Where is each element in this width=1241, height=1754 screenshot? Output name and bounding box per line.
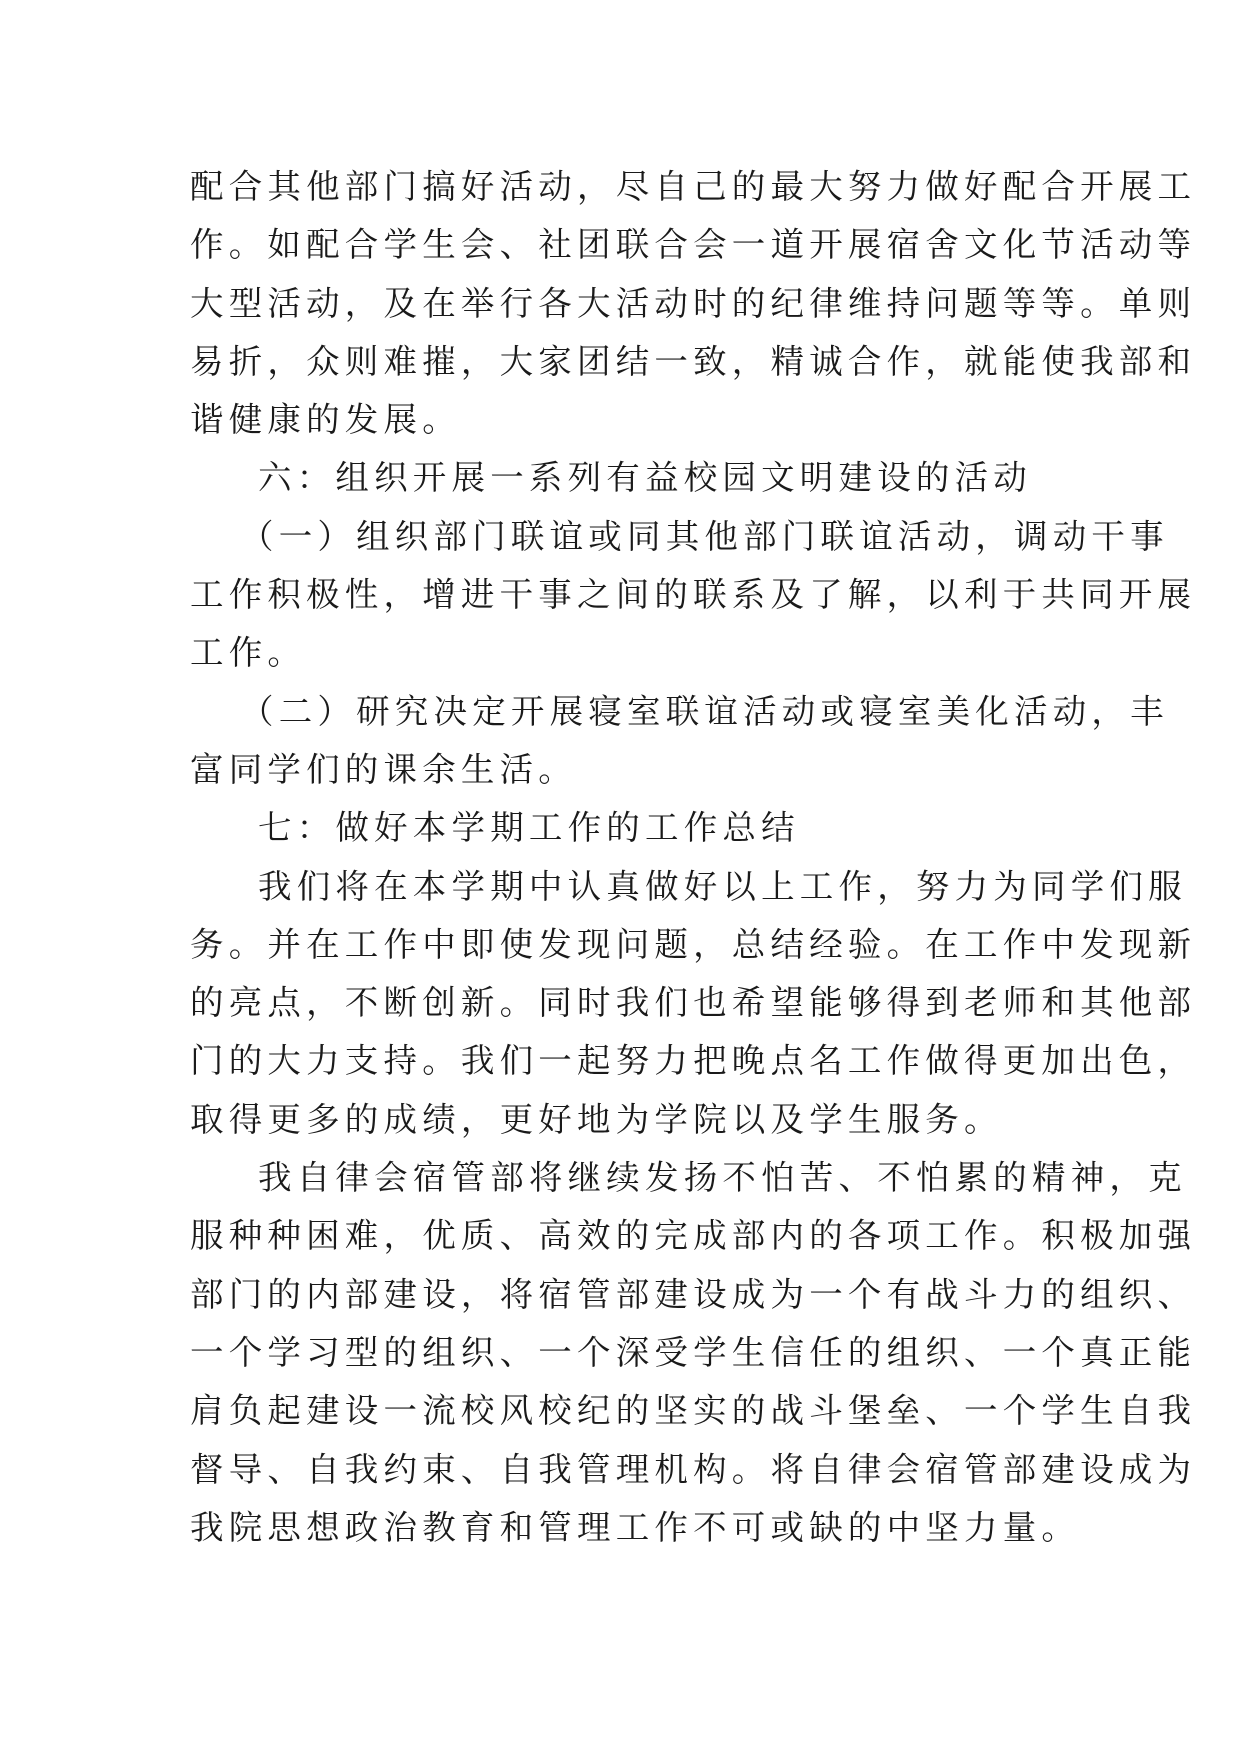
text-line: 取得更多的成绩，更好地为学院以及学生服务。	[190, 1099, 1003, 1139]
document-body	[190, 158, 1197, 1557]
text-line: 务。并在工作中即使发现问题，总结经验。在工作中发现新	[190, 924, 1197, 964]
text-line: 我院思想政治教育和管理工作不可或缺的中坚力量。	[190, 1507, 1081, 1547]
text-line: 富同学们的课余生活。	[190, 749, 577, 789]
text-line: 工作积极性，增进干事之间的联系及了解，以利于共同开展	[190, 575, 1197, 615]
text-line: 工作。	[190, 633, 307, 673]
text-line: 的亮点，不断创新。同时我们也希望能够得到老师和其他部	[190, 983, 1197, 1023]
text-line: 服种种困难，优质、高效的完成部内的各项工作。积极加强	[190, 1216, 1197, 1256]
text-line: 我自律会宿管部将继续发扬不怕苦、不怕累的精神，克	[258, 1158, 1187, 1198]
text-line: 部门的内部建设，将宿管部建设成为一个有战斗力的组织、	[190, 1274, 1197, 1314]
text-line: 谐健康的发展。	[190, 400, 461, 440]
text-line: 作。如配合学生会、社团联合会一道开展宿舍文化节活动等	[190, 225, 1197, 265]
section-heading: 六：组织开展一系列有益校园文明建设的活动	[258, 458, 1032, 498]
text-line: 门的大力支持。我们一起努力把晚点名工作做得更加出色，	[190, 1041, 1197, 1081]
text-line: 督导、自我约束、自我管理机构。将自律会宿管部建设成为	[190, 1449, 1197, 1489]
text-line: 易折，众则难摧，大家团结一致，精诚合作，就能使我部和	[190, 341, 1197, 381]
text-line: 肩负起建设一流校风校纪的坚实的战斗堡垒、一个学生自我	[190, 1391, 1197, 1431]
text-line: 大型活动，及在举行各大活动时的纪律维持问题等等。单则	[190, 283, 1197, 323]
text-line: 配合其他部门搞好活动，尽自己的最大努力做好配合开展工	[190, 167, 1197, 206]
text-line: 一个学习型的组织、一个深受学生信任的组织、一个真正能	[190, 1332, 1197, 1372]
text-line: 我们将在本学期中认真做好以上工作，努力为同学们服	[258, 866, 1187, 906]
text-line: （二）研究决定开展寝室联谊活动或寝室美化活动，丰	[240, 691, 1169, 731]
section-heading: 七：做好本学期工作的工作总结	[258, 808, 800, 848]
text-line: （一）组织部门联谊或同其他部门联谊活动，调动干事	[240, 516, 1169, 556]
